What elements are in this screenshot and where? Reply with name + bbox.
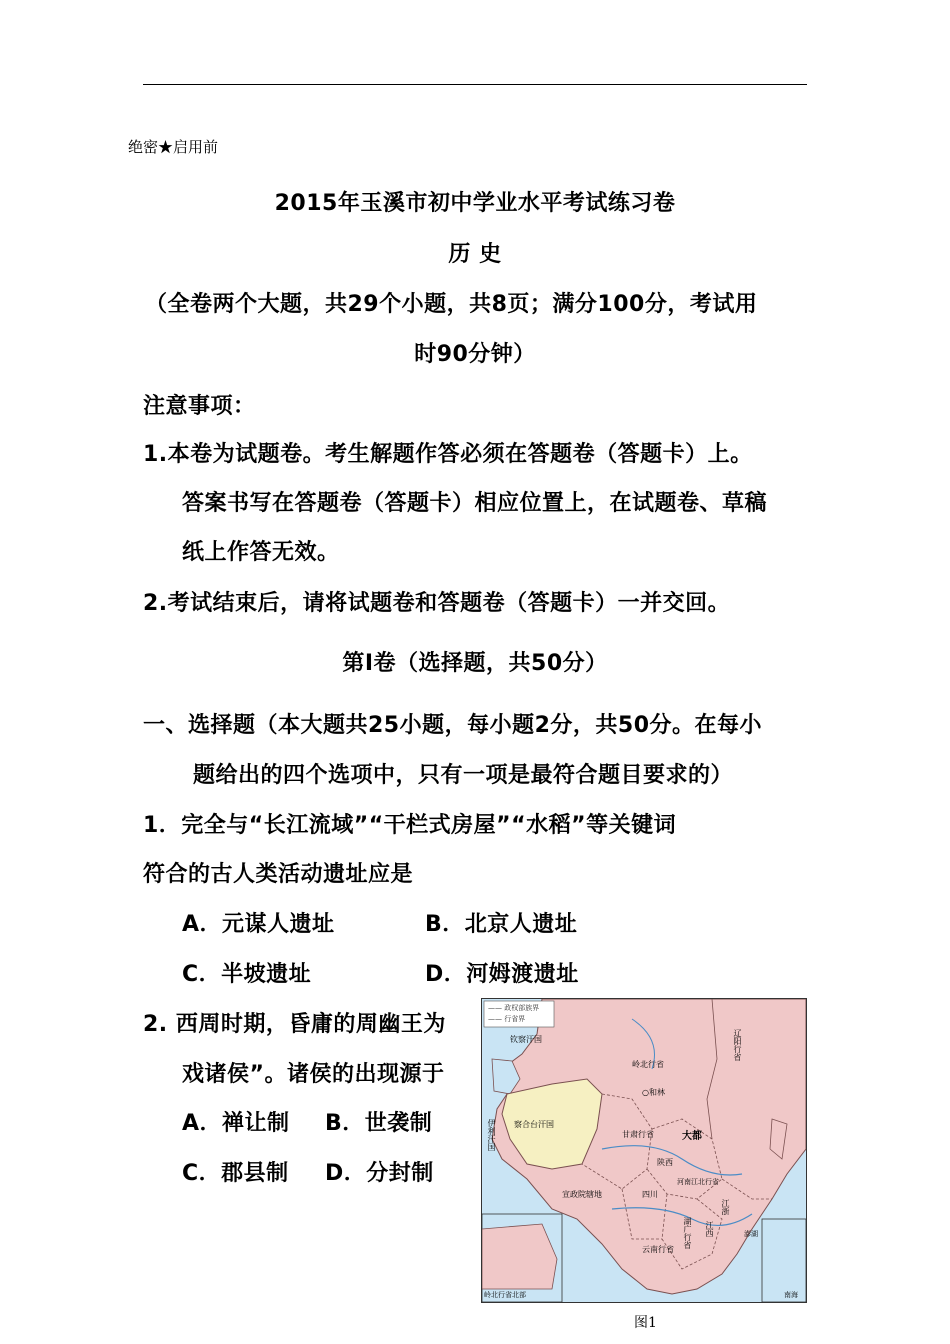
question-2-stem: 2. 西周时期，昏庸的周幽王为 [143,1012,446,1037]
question-1-option-a: A．元谋人遗址 [182,912,335,937]
notice-item-2: 2.考试结束后，请将试题卷和答题卷（答题卡）一并交回。 [143,591,731,616]
question-2-stem-cont: 戏诸侯”。诸侯的出现源于 [182,1062,445,1087]
notice-heading: 注意事项： [143,394,256,419]
map-label-sichuan: 四川 [642,1190,658,1199]
map-label-lingbei-north: 岭北行省北部 [484,1291,526,1299]
question-1-option-c: C．半坡遗址 [182,962,312,987]
question-2-option-b: B．世袭制 [325,1111,433,1136]
question-2-option-c: C．郡县制 [182,1161,289,1186]
question-1-stem: 1．完全与“长江流域”“干栏式房屋”“水稻”等关键词 [143,813,677,838]
exam-title: 2015年玉溪市初中学业水平考试练习卷 [274,191,676,216]
map-caption: 图1 [634,1315,657,1331]
map-label-gansu: 甘肃行省 [622,1130,654,1139]
notice-item-1-cont: 答案书写在答题卷（答题卡）相应位置上，在试题卷、草稿 [182,491,768,516]
notice-item-1-cont2: 纸上作答无效。 [182,540,340,565]
question-2-option-d: D．分封制 [325,1161,434,1186]
map-label-lingbei: 岭北行省 [632,1060,664,1069]
section-title: 第Ⅰ卷（选择题，共50分） [342,651,608,676]
map-label-chagatai: 察合台汗国 [514,1120,554,1129]
map-label-penghu: 澎湖 [744,1230,758,1238]
map-label-jiangxi: 江西 [705,1221,714,1237]
yuan-dynasty-map [481,998,807,1303]
part-intro-line2: 题给出的四个选项中，只有一项是最符合题目要求的） [193,763,734,788]
exam-note-line2: 时90分钟） [414,342,536,367]
exam-note-line1: （全卷两个大题，共29个小题，共8页；满分100分，考试用 [145,292,758,317]
map-label-yili: 伊利汗国 [487,1119,496,1151]
map-label-shaanxi: 陕西 [657,1158,673,1167]
map-label-huguang: 湖广行省 [683,1217,692,1249]
subject-title: 历 史 [448,242,502,267]
map-label-qincha: 钦察汗国 [510,1035,542,1044]
question-1-option-d: D．河姆渡遗址 [425,962,579,987]
notice-item-1: 1.本卷为试题卷。考生解题作答必须在答题卷（答题卡）上。 [143,442,753,467]
map-label-yunnan: 云南行省 [642,1245,674,1254]
question-1-option-b: B．北京人遗址 [425,912,578,937]
map-label-dadu: 大都 [682,1131,702,1142]
map-label-tubo: 宣政院辖地 [562,1190,602,1199]
map-label-jiangzhe: 江浙 [721,1199,730,1215]
map-label-liaoyang: 辽阳行省 [733,1029,742,1061]
header-rule [143,84,807,85]
map-legend-2: —— 行省界 [488,1015,526,1023]
map-legend-1: —— 政权部族界 [488,1004,540,1012]
secret-label: 绝密★启用前 [128,138,219,156]
question-2-option-a: A．禅让制 [182,1111,290,1136]
map-label-henan: 河南江北行省 [677,1178,719,1186]
map-label-nanhai: 南海 [784,1291,798,1299]
part-intro-line1: 一、选择题（本大题共25小题，每小题2分，共50分。在每小 [143,713,763,738]
question-1-stem-cont: 符合的古人类活动遗址应是 [143,862,414,887]
map-label-helin: ○和林 [642,1088,665,1097]
